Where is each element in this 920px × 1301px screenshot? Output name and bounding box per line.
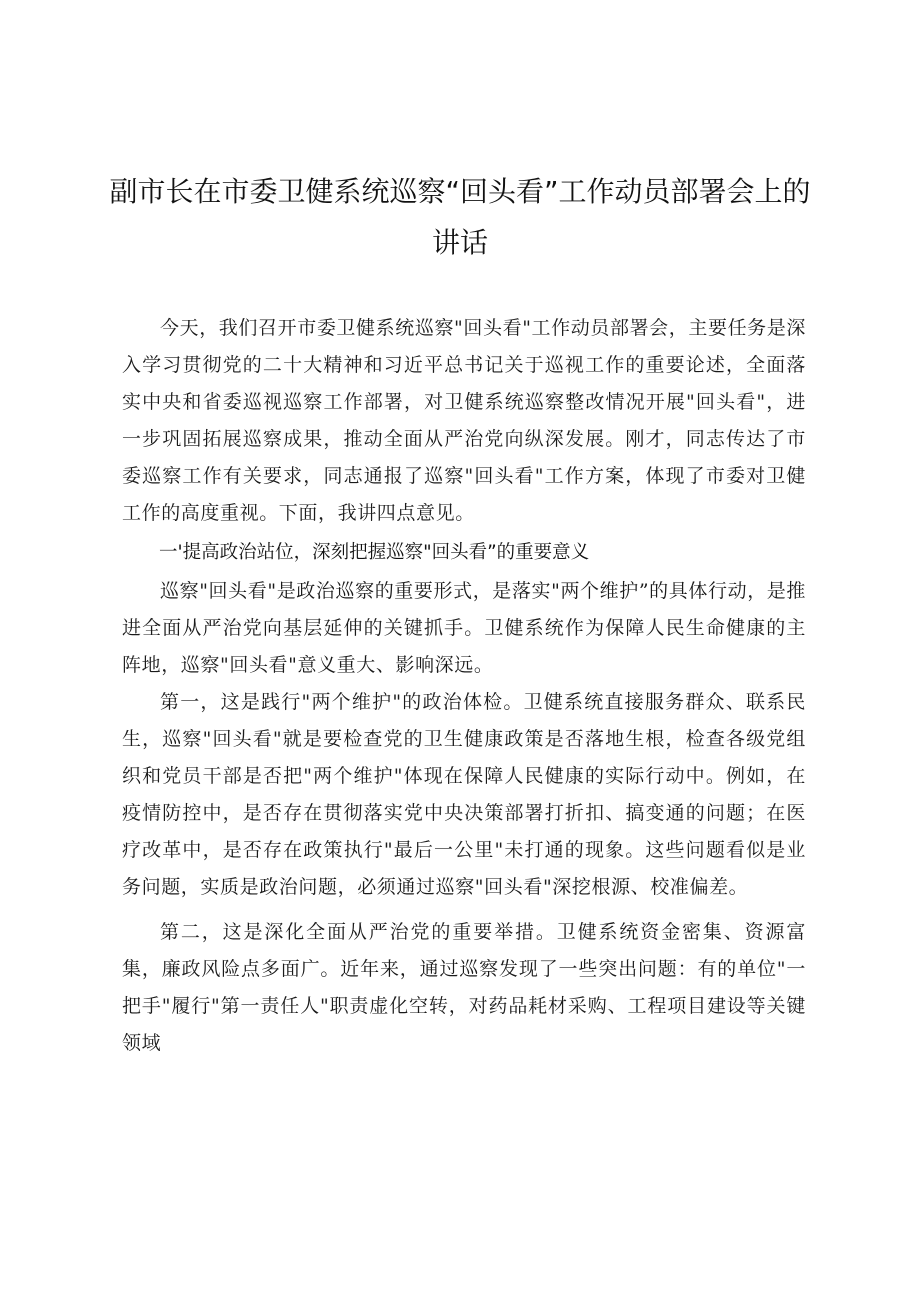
section-heading-1: 一'提高政治站位，深刻把握巡察"回头看”的重要意义 <box>159 542 590 563</box>
point-one-paragraph: 第一，这是践行"两个维护"的政治体检。卫健系统直接服务群众、联系民生，巡察"回头看"就是要检查党的卫生健康政策是否落地生根，检查各级党组织和党员干部是否把"两个维护"体现在保障人民健康的实际行动中。例如，在疫情防控中，是否存在贯彻落实党中央决策部署打折扣、搞变通的问题；在医疗改革中，是否存在政策执行"最后一公里"未打通的现象。这些问题看似是业务问题，实质是政治问题，必须通过巡察"回头看"深挖根源、校准偏差。 <box>122 691 806 898</box>
point-two-paragraph: 第二，这是深化全面从严治党的重要举措。卫健系统资金密集、资源富集，廉政风险点多面广。近年来，通过巡察发现了一些突出问题：有的单位"一把手"履行"第一责任人"职责虚化空转，对药品耗材采购、工程项目建设等关键领域 <box>122 921 806 1054</box>
document-title: 副市长在市委卫健系统巡察“回头看”工作动员部署会上的讲话 <box>109 175 811 259</box>
section-1-intro-paragraph: 巡察"回头看"是政治巡察的重要形式，是落实"两个维护”的具体行动，是推进全面从严治党向基层延伸的关键抓手。卫健系统作为保障人民生命健康的主阵地，巡察"回头看"意义重大、影响深远。 <box>122 580 806 676</box>
document-body <box>122 310 806 1062</box>
intro-paragraph: 今天，我们召开市委卫健系统巡察"回头看"工作动员部署会，主要任务是深入学习贯彻党的二十大精神和习近平总书记关于巡视工作的重要论述，全面落实中央和省委巡视巡察工作部署，对卫健系统巡察整改情况开展"回头看"，进一步巩固拓展巡察成果，推动全面从严治党向纵深发展。刚才，同志传达了市委巡察工作有关要求，同志通报了巡察"回头看"工作方案，体现了市委对卫健工作的高度重视。下面，我讲四点意见。 <box>122 317 806 524</box>
